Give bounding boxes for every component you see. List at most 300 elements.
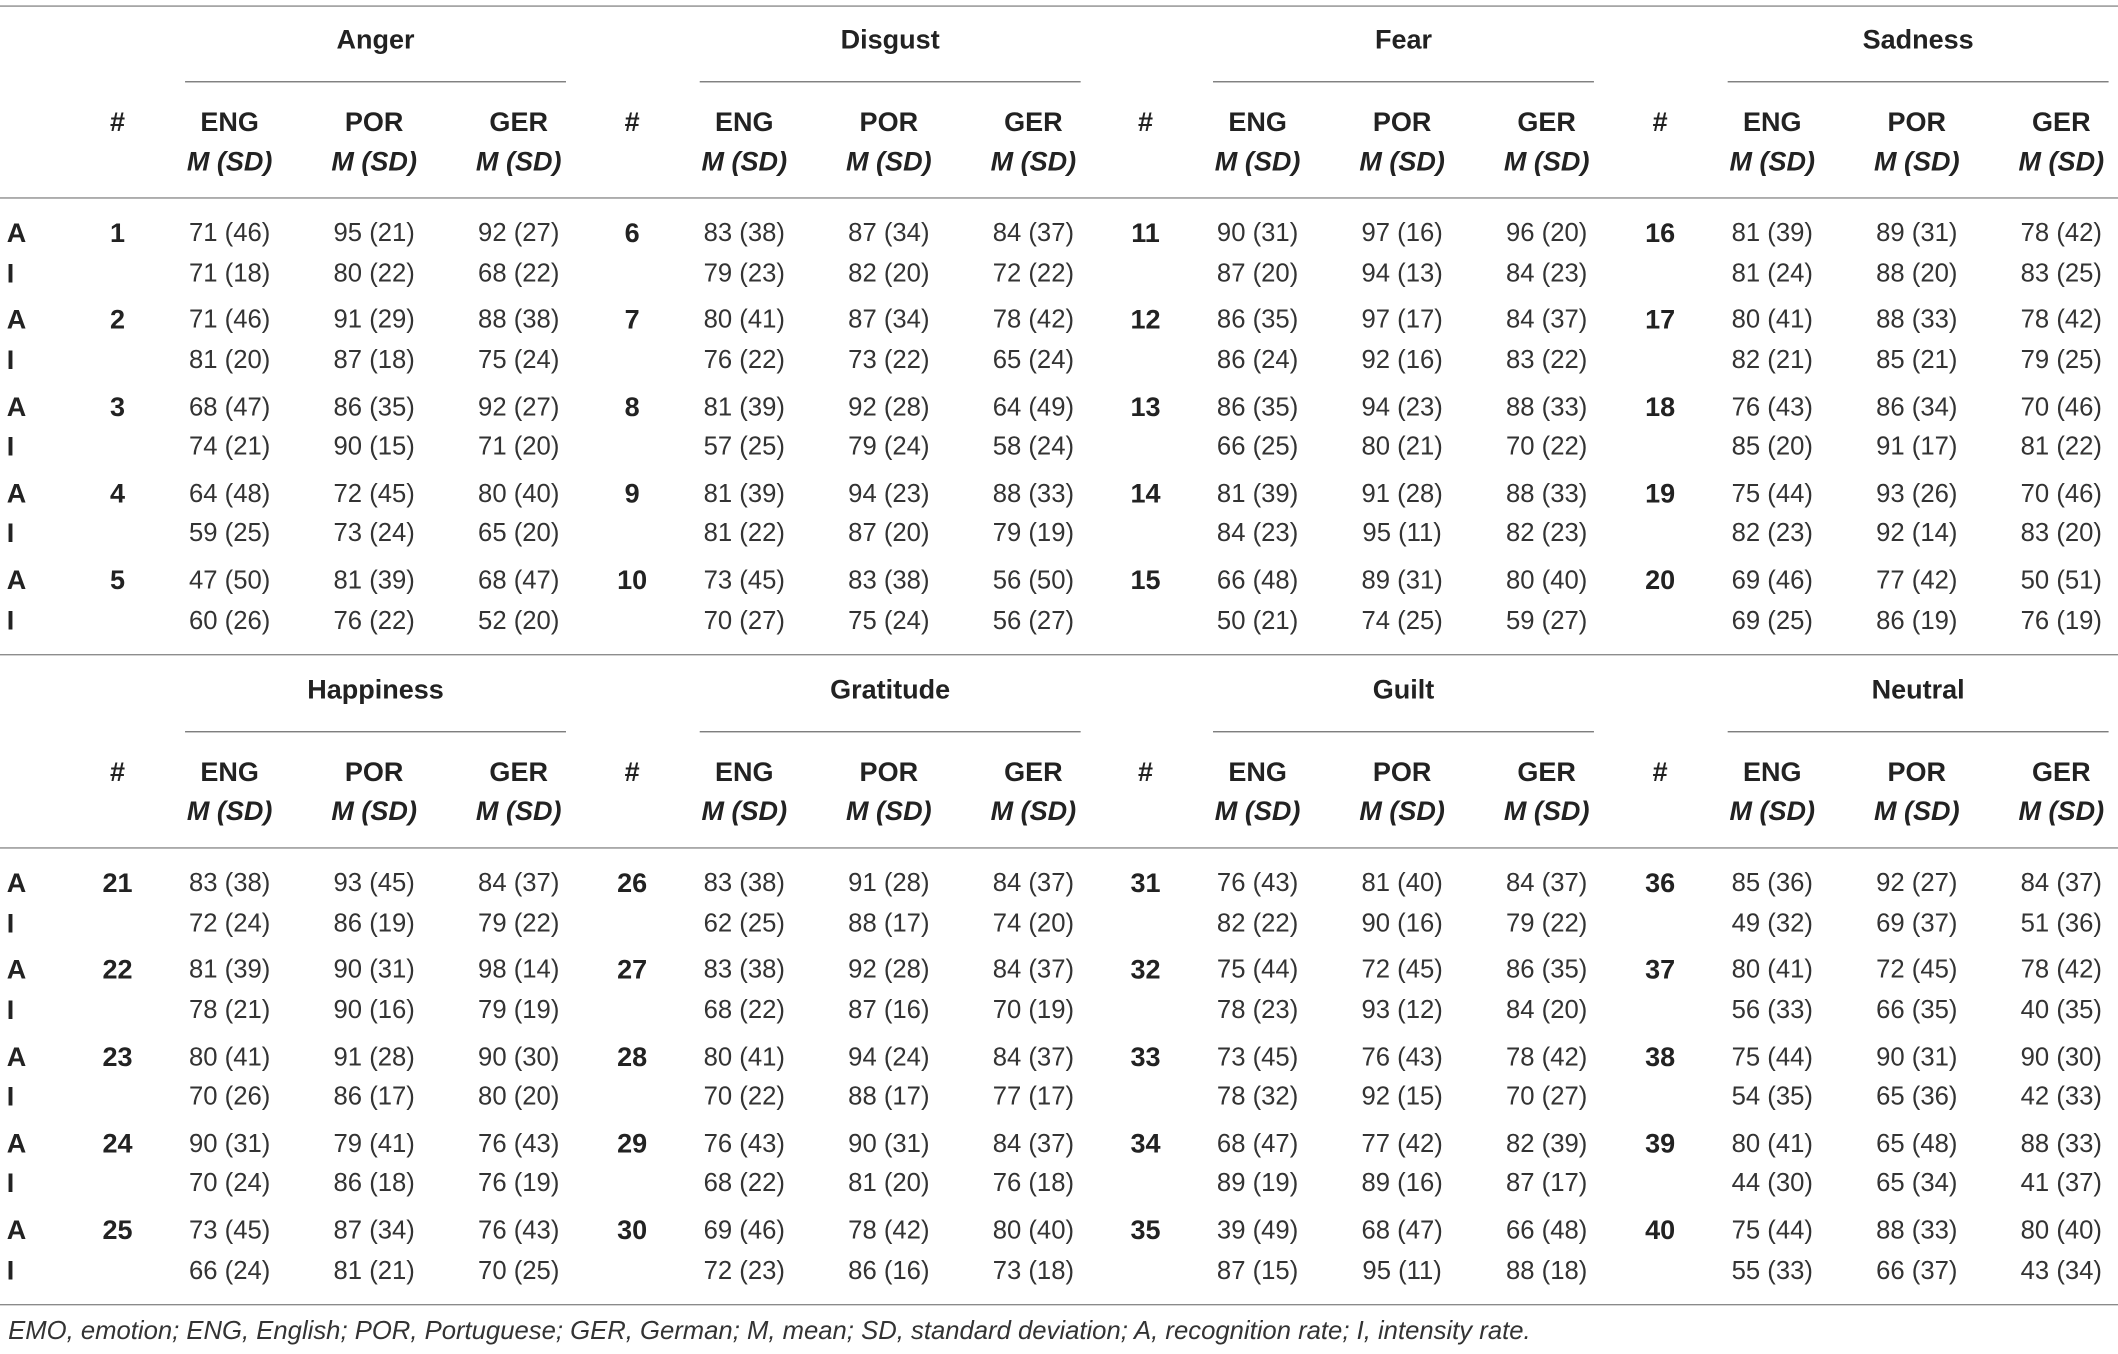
cell-intensity-ger: 59 (27) bbox=[1506, 606, 1588, 636]
cell-recognition-eng: 68 (47) bbox=[1216, 1130, 1299, 1159]
cell-intensity-eng: 66 (25) bbox=[1216, 433, 1299, 462]
cell-intensity-ger: 79 (19) bbox=[478, 996, 560, 1025]
col-subheader-eng-stat: M (SD) bbox=[701, 147, 788, 178]
stat-mean-label: M bbox=[2018, 797, 2042, 827]
cell-recognition-por: 97 (16) bbox=[1361, 219, 1443, 248]
row-label-recognition: A bbox=[6, 305, 27, 336]
cell-intensity-ger: 70 (19) bbox=[992, 996, 1075, 1025]
cell-intensity-ger: 72 (22) bbox=[992, 259, 1075, 288]
cell-intensity-eng: 82 (22) bbox=[1216, 909, 1299, 938]
cell-recognition-ger: 84 (37) bbox=[992, 1130, 1075, 1159]
item-number: 36 bbox=[1645, 868, 1676, 899]
stat-mean-label: M bbox=[331, 147, 354, 178]
cell-intensity-eng: 62 (25) bbox=[703, 909, 785, 938]
emotion-underline-neutral bbox=[1728, 731, 2109, 732]
item-number: 31 bbox=[1130, 868, 1161, 899]
cell-recognition-por: 88 (33) bbox=[1876, 306, 1958, 335]
cell-intensity-ger: 77 (17) bbox=[992, 1083, 1075, 1112]
item-number: 27 bbox=[617, 955, 648, 986]
cell-recognition-por: 83 (38) bbox=[848, 566, 930, 596]
cell-recognition-ger: 86 (35) bbox=[1506, 956, 1588, 985]
cell-intensity-por: 90 (16) bbox=[333, 996, 415, 1025]
row-label-recognition: A bbox=[6, 218, 27, 249]
cell-recognition-eng: 83 (38) bbox=[703, 956, 785, 985]
col-header-por: POR bbox=[344, 108, 404, 138]
item-number: 28 bbox=[617, 1042, 648, 1073]
item-number: 24 bbox=[102, 1129, 133, 1160]
cell-intensity-ger: 43 (34) bbox=[2020, 1256, 2102, 1286]
cell-intensity-eng: 70 (26) bbox=[188, 1083, 271, 1112]
stat-sd-label: SD bbox=[885, 147, 923, 178]
cell-recognition-eng: 90 (31) bbox=[1216, 219, 1299, 248]
cell-intensity-ger: 81 (22) bbox=[2020, 433, 2102, 462]
cell-intensity-por: 73 (24) bbox=[333, 519, 415, 549]
cell-intensity-ger: 41 (37) bbox=[2020, 1169, 2102, 1199]
cell-recognition-eng: 80 (41) bbox=[703, 306, 785, 335]
cell-intensity-ger: 75 (24) bbox=[478, 346, 560, 375]
cell-recognition-por: 90 (31) bbox=[1876, 1043, 1958, 1072]
col-subheader-por-stat: M (SD) bbox=[846, 797, 932, 827]
cell-intensity-ger: 84 (20) bbox=[1506, 996, 1588, 1025]
item-number: 19 bbox=[1645, 479, 1676, 510]
cell-recognition-por: 90 (31) bbox=[848, 1130, 930, 1159]
item-number: 2 bbox=[110, 305, 126, 336]
cell-recognition-por: 88 (33) bbox=[1876, 1216, 1958, 1246]
emotion-header-sadness: Sadness bbox=[1862, 25, 1974, 56]
cell-intensity-ger: 51 (36) bbox=[2020, 909, 2102, 938]
cell-recognition-eng: 90 (31) bbox=[188, 1130, 271, 1159]
cell-intensity-ger: 40 (35) bbox=[2020, 996, 2102, 1025]
cell-recognition-por: 86 (34) bbox=[1876, 393, 1958, 422]
cell-intensity-por: 88 (20) bbox=[1876, 259, 1958, 288]
cell-recognition-por: 81 (39) bbox=[333, 566, 415, 596]
cell-intensity-eng: 71 (18) bbox=[188, 259, 271, 288]
stat-mean-label: M bbox=[846, 797, 869, 827]
row-label-recognition: A bbox=[6, 392, 27, 423]
cell-recognition-por: 93 (26) bbox=[1876, 480, 1958, 509]
cell-intensity-eng: 78 (21) bbox=[188, 996, 271, 1025]
cell-intensity-eng: 50 (21) bbox=[1216, 606, 1299, 636]
item-number: 3 bbox=[110, 392, 126, 423]
cell-intensity-ger: 56 (27) bbox=[992, 606, 1075, 636]
cell-recognition-eng: 68 (47) bbox=[188, 393, 271, 422]
cell-recognition-eng: 73 (45) bbox=[703, 566, 785, 596]
cell-intensity-por: 95 (11) bbox=[1362, 1256, 1442, 1286]
cell-intensity-eng: 74 (21) bbox=[188, 433, 271, 462]
cell-intensity-por: 86 (16) bbox=[848, 1256, 930, 1286]
cell-intensity-por: 80 (21) bbox=[1361, 433, 1443, 462]
cell-intensity-eng: 89 (19) bbox=[1216, 1169, 1299, 1199]
item-number: 23 bbox=[102, 1042, 133, 1073]
stat-mean-label: M bbox=[990, 797, 1014, 827]
col-subheader-ger-stat: M (SD) bbox=[2018, 797, 2105, 827]
cell-recognition-por: 94 (23) bbox=[848, 480, 930, 509]
cell-recognition-ger: 78 (42) bbox=[2020, 306, 2102, 335]
col-header-ger: GER bbox=[1517, 758, 1576, 788]
col-subheader-por-stat: M (SD) bbox=[846, 147, 932, 178]
emotion-underline-disgust bbox=[700, 81, 1081, 82]
col-header-por: POR bbox=[1887, 108, 1947, 138]
col-header-eng: ENG bbox=[715, 758, 774, 788]
row-label-recognition: A bbox=[6, 1042, 27, 1073]
cell-recognition-por: 72 (45) bbox=[1876, 956, 1958, 985]
stat-mean-label: M bbox=[186, 797, 210, 827]
cell-recognition-eng: 81 (39) bbox=[188, 956, 271, 985]
cell-intensity-ger: 76 (19) bbox=[478, 1169, 560, 1199]
cell-recognition-ger: 78 (42) bbox=[1506, 1043, 1588, 1072]
row-label-intensity: I bbox=[6, 258, 15, 289]
cell-intensity-por: 88 (17) bbox=[848, 909, 930, 938]
cell-intensity-ger: 80 (20) bbox=[478, 1083, 560, 1112]
stat-sd-label: SD bbox=[740, 797, 779, 827]
col-subheader-eng-stat: M (SD) bbox=[1214, 797, 1301, 827]
stat-sd-label: SD bbox=[2057, 147, 2096, 178]
cell-recognition-ger: 78 (42) bbox=[992, 306, 1075, 335]
cell-recognition-ger: 82 (39) bbox=[1506, 1130, 1588, 1159]
cell-intensity-por: 92 (15) bbox=[1361, 1083, 1443, 1112]
stat-mean-label: M bbox=[990, 147, 1014, 178]
cell-recognition-ger: 78 (42) bbox=[2020, 956, 2102, 985]
col-subheader-por-stat: M (SD) bbox=[1359, 797, 1445, 827]
cell-recognition-eng: 76 (43) bbox=[1216, 869, 1299, 898]
cell-recognition-eng: 73 (45) bbox=[188, 1216, 271, 1246]
item-number: 33 bbox=[1130, 1042, 1161, 1073]
cell-recognition-eng: 80 (41) bbox=[1731, 1130, 1813, 1159]
cell-recognition-ger: 80 (40) bbox=[992, 1216, 1075, 1246]
cell-intensity-ger: 58 (24) bbox=[992, 433, 1075, 462]
col-header-por: POR bbox=[344, 758, 404, 788]
cell-intensity-por: 95 (11) bbox=[1362, 519, 1442, 549]
cell-recognition-ger: 78 (42) bbox=[2020, 219, 2102, 248]
cell-intensity-ger: 71 (20) bbox=[478, 433, 560, 462]
stat-mean-label: M bbox=[475, 147, 499, 178]
emotion-header-gratitude: Gratitude bbox=[830, 675, 951, 706]
item-number: 4 bbox=[110, 479, 126, 510]
cell-intensity-eng: 66 (24) bbox=[188, 1256, 271, 1286]
cell-recognition-eng: 47 (50) bbox=[188, 566, 271, 596]
stat-mean-label: M bbox=[701, 797, 725, 827]
cell-intensity-eng: 49 (32) bbox=[1731, 909, 1813, 938]
cell-intensity-por: 65 (36) bbox=[1876, 1083, 1958, 1112]
row-label-recognition: A bbox=[6, 1216, 27, 1246]
col-header-num: # bbox=[624, 758, 640, 788]
stat-sd-label: SD bbox=[225, 147, 264, 178]
cell-recognition-eng: 81 (39) bbox=[1731, 219, 1813, 248]
col-header-ger: GER bbox=[1004, 758, 1063, 788]
row-label-intensity: I bbox=[6, 995, 15, 1026]
panel-1-bottom-rule bbox=[0, 654, 2118, 655]
col-header-ger: GER bbox=[2032, 758, 2091, 788]
cell-recognition-ger: 80 (40) bbox=[2020, 1216, 2102, 1246]
cell-intensity-ger: 82 (23) bbox=[1506, 519, 1588, 549]
cell-recognition-por: 68 (47) bbox=[1361, 1216, 1443, 1246]
cell-recognition-eng: 80 (41) bbox=[1731, 306, 1813, 335]
panel-2-header-rule bbox=[0, 847, 2118, 848]
stat-sd-label: SD bbox=[225, 797, 264, 827]
item-number: 1 bbox=[110, 218, 126, 249]
stat-sd-label: SD bbox=[1398, 147, 1436, 178]
stat-sd-label: SD bbox=[885, 797, 923, 827]
col-header-ger: GER bbox=[1517, 108, 1576, 138]
cell-recognition-eng: 80 (41) bbox=[188, 1043, 271, 1072]
cell-intensity-por: 87 (20) bbox=[848, 519, 930, 549]
cell-recognition-ger: 84 (37) bbox=[992, 869, 1075, 898]
stat-mean-label: M bbox=[1214, 147, 1238, 178]
col-header-por: POR bbox=[1372, 758, 1432, 788]
cell-recognition-eng: 75 (44) bbox=[1731, 1043, 1813, 1072]
row-label-intensity: I bbox=[6, 606, 15, 636]
cell-intensity-eng: 78 (23) bbox=[1216, 996, 1299, 1025]
col-header-num: # bbox=[1137, 758, 1153, 788]
cell-intensity-por: 66 (35) bbox=[1876, 996, 1958, 1025]
col-header-eng: ENG bbox=[1742, 758, 1802, 788]
cell-recognition-eng: 75 (44) bbox=[1216, 956, 1299, 985]
cell-intensity-por: 66 (37) bbox=[1876, 1256, 1958, 1286]
cell-recognition-ger: 84 (37) bbox=[1506, 306, 1588, 335]
item-number: 17 bbox=[1645, 305, 1676, 336]
emotion-header-guilt: Guilt bbox=[1372, 675, 1435, 706]
cell-intensity-eng: 72 (24) bbox=[188, 909, 271, 938]
col-subheader-ger-stat: M (SD) bbox=[1503, 147, 1590, 178]
col-header-eng: ENG bbox=[1228, 758, 1287, 788]
item-number: 16 bbox=[1645, 218, 1676, 249]
cell-recognition-eng: 69 (46) bbox=[703, 1216, 785, 1246]
cell-intensity-ger: 74 (20) bbox=[992, 909, 1075, 938]
col-header-eng: ENG bbox=[1742, 108, 1802, 138]
cell-intensity-ger: 76 (18) bbox=[992, 1169, 1075, 1199]
item-number: 9 bbox=[624, 479, 640, 510]
panel-2-bottom-rule bbox=[0, 1304, 2118, 1305]
cell-recognition-ger: 92 (27) bbox=[478, 393, 560, 422]
cell-recognition-eng: 83 (38) bbox=[703, 219, 785, 248]
cell-recognition-ger: 92 (27) bbox=[478, 219, 560, 248]
col-subheader-ger-stat: M (SD) bbox=[2018, 147, 2105, 178]
stat-mean-label: M bbox=[701, 147, 725, 178]
cell-intensity-ger: 65 (24) bbox=[992, 346, 1075, 375]
item-number: 8 bbox=[624, 392, 640, 423]
cell-recognition-por: 97 (17) bbox=[1361, 306, 1443, 335]
cell-recognition-ger: 88 (33) bbox=[1506, 393, 1588, 422]
cell-recognition-eng: 86 (35) bbox=[1216, 306, 1299, 335]
cell-recognition-eng: 81 (39) bbox=[703, 393, 785, 422]
cell-recognition-por: 92 (28) bbox=[848, 393, 930, 422]
cell-recognition-por: 87 (34) bbox=[848, 219, 930, 248]
stat-sd-label: SD bbox=[2057, 797, 2096, 827]
item-number: 5 bbox=[110, 566, 126, 596]
cell-recognition-por: 91 (28) bbox=[848, 869, 930, 898]
cell-intensity-ger: 83 (20) bbox=[2020, 519, 2102, 549]
stat-mean-label: M bbox=[1729, 147, 1752, 178]
col-subheader-por-stat: M (SD) bbox=[331, 147, 417, 178]
stat-mean-label: M bbox=[2018, 147, 2042, 178]
item-number: 35 bbox=[1130, 1216, 1161, 1246]
cell-intensity-eng: 81 (20) bbox=[188, 346, 271, 375]
cell-intensity-por: 86 (18) bbox=[333, 1169, 415, 1199]
cell-intensity-eng: 44 (30) bbox=[1731, 1169, 1813, 1199]
row-label-intensity: I bbox=[6, 1256, 15, 1286]
col-subheader-ger-stat: M (SD) bbox=[1503, 797, 1590, 827]
item-number: 18 bbox=[1645, 392, 1676, 423]
item-number: 7 bbox=[624, 305, 640, 336]
cell-intensity-por: 87 (16) bbox=[848, 996, 930, 1025]
cell-recognition-eng: 80 (41) bbox=[703, 1043, 785, 1072]
table-footnote: EMO, emotion; ENG, English; POR, Portuguese; GER, German; M, mean; SD, standard deviation; A, recognition rate; I, intensity rate. bbox=[8, 1317, 1531, 1346]
emotion-header-happiness: Happiness bbox=[307, 675, 444, 706]
cell-intensity-por: 86 (19) bbox=[1876, 606, 1958, 636]
cell-intensity-por: 90 (16) bbox=[1361, 909, 1443, 938]
cell-intensity-ger: 42 (33) bbox=[2020, 1083, 2102, 1112]
cell-intensity-por: 79 (24) bbox=[848, 433, 930, 462]
cell-intensity-ger: 79 (22) bbox=[478, 909, 560, 938]
emotion-underline-fear bbox=[1213, 81, 1594, 82]
cell-intensity-ger: 87 (17) bbox=[1506, 1169, 1588, 1199]
cell-recognition-eng: 75 (44) bbox=[1731, 480, 1813, 509]
cell-recognition-por: 72 (45) bbox=[333, 480, 415, 509]
cell-recognition-ger: 64 (49) bbox=[992, 393, 1075, 422]
col-subheader-por-stat: M (SD) bbox=[1873, 797, 1960, 827]
col-header-num: # bbox=[1652, 758, 1668, 788]
cell-recognition-por: 87 (34) bbox=[333, 1216, 415, 1246]
item-number: 11 bbox=[1131, 218, 1160, 249]
cell-intensity-eng: 68 (22) bbox=[703, 996, 785, 1025]
cell-intensity-ger: 70 (22) bbox=[1506, 433, 1588, 462]
cell-intensity-por: 87 (18) bbox=[333, 346, 415, 375]
cell-recognition-eng: 81 (39) bbox=[703, 480, 785, 509]
cell-intensity-eng: 70 (27) bbox=[703, 606, 785, 636]
col-subheader-por-stat: M (SD) bbox=[1359, 147, 1445, 178]
col-header-ger: GER bbox=[2032, 108, 2091, 138]
stat-mean-label: M bbox=[1214, 797, 1238, 827]
item-number: 10 bbox=[617, 566, 648, 596]
cell-intensity-por: 88 (17) bbox=[848, 1083, 930, 1112]
cell-recognition-por: 77 (42) bbox=[1361, 1130, 1443, 1159]
emotion-header-fear: Fear bbox=[1374, 25, 1433, 56]
item-number: 26 bbox=[617, 868, 648, 899]
row-label-intensity: I bbox=[6, 345, 15, 376]
col-header-num: # bbox=[1652, 108, 1668, 138]
row-label-intensity: I bbox=[6, 432, 15, 463]
stat-sd-label: SD bbox=[514, 147, 553, 178]
stat-mean-label: M bbox=[1873, 797, 1897, 827]
stat-sd-label: SD bbox=[1768, 797, 1807, 827]
item-number: 34 bbox=[1130, 1129, 1161, 1160]
col-subheader-ger-stat: M (SD) bbox=[990, 147, 1077, 178]
cell-recognition-eng: 86 (35) bbox=[1216, 393, 1299, 422]
col-header-eng: ENG bbox=[715, 108, 774, 138]
stat-mean-label: M bbox=[1873, 147, 1897, 178]
cell-intensity-ger: 79 (22) bbox=[1506, 909, 1588, 938]
row-label-recognition: A bbox=[6, 868, 27, 899]
cell-recognition-eng: 39 (49) bbox=[1216, 1216, 1299, 1246]
cell-intensity-ger: 65 (20) bbox=[478, 519, 560, 549]
cell-intensity-eng: 84 (23) bbox=[1216, 519, 1299, 549]
col-header-por: POR bbox=[1887, 758, 1947, 788]
cell-recognition-eng: 75 (44) bbox=[1731, 1216, 1813, 1246]
cell-recognition-ger: 88 (33) bbox=[2020, 1130, 2102, 1159]
cell-intensity-eng: 59 (25) bbox=[188, 519, 271, 549]
cell-intensity-por: 80 (22) bbox=[333, 259, 415, 288]
col-subheader-eng-stat: M (SD) bbox=[186, 797, 273, 827]
col-header-num: # bbox=[624, 108, 640, 138]
cell-recognition-eng: 83 (38) bbox=[703, 869, 785, 898]
cell-recognition-ger: 90 (30) bbox=[2020, 1043, 2102, 1072]
cell-intensity-eng: 85 (20) bbox=[1731, 433, 1813, 462]
cell-intensity-ger: 70 (25) bbox=[478, 1256, 560, 1286]
cell-recognition-por: 93 (45) bbox=[333, 869, 415, 898]
col-subheader-eng-stat: M (SD) bbox=[1729, 147, 1816, 178]
item-number: 12 bbox=[1130, 305, 1161, 336]
cell-intensity-por: 94 (13) bbox=[1361, 259, 1443, 288]
cell-intensity-por: 89 (16) bbox=[1361, 1169, 1443, 1199]
row-label-recognition: A bbox=[6, 1129, 27, 1160]
stat-mean-label: M bbox=[1729, 797, 1752, 827]
item-number: 37 bbox=[1645, 955, 1676, 986]
cell-intensity-eng: 81 (24) bbox=[1731, 259, 1813, 288]
cell-intensity-por: 81 (20) bbox=[848, 1169, 930, 1199]
cell-intensity-por: 69 (37) bbox=[1876, 909, 1958, 938]
col-header-num: # bbox=[110, 108, 126, 138]
cell-intensity-ger: 76 (19) bbox=[2020, 606, 2102, 636]
cell-intensity-por: 92 (14) bbox=[1876, 519, 1958, 549]
cell-recognition-ger: 84 (37) bbox=[992, 1043, 1075, 1072]
cell-intensity-por: 73 (22) bbox=[848, 346, 930, 375]
stat-sd-label: SD bbox=[1253, 147, 1292, 178]
item-number: 6 bbox=[624, 218, 640, 249]
stat-mean-label: M bbox=[331, 797, 354, 827]
cell-intensity-eng: 70 (22) bbox=[703, 1083, 785, 1112]
cell-intensity-por: 76 (22) bbox=[333, 606, 415, 636]
cell-intensity-eng: 76 (22) bbox=[703, 346, 785, 375]
cell-intensity-ger: 73 (18) bbox=[992, 1256, 1075, 1286]
col-header-ger: GER bbox=[489, 758, 548, 788]
row-label-intensity: I bbox=[6, 1169, 15, 1199]
cell-recognition-por: 87 (34) bbox=[848, 306, 930, 335]
cell-recognition-por: 91 (29) bbox=[333, 306, 415, 335]
cell-intensity-ger: 84 (23) bbox=[1506, 259, 1588, 288]
cell-intensity-eng: 82 (21) bbox=[1731, 346, 1813, 375]
cell-intensity-eng: 87 (20) bbox=[1216, 259, 1299, 288]
emotion-header-anger: Anger bbox=[336, 25, 415, 56]
cell-intensity-eng: 57 (25) bbox=[703, 433, 785, 462]
cell-intensity-por: 75 (24) bbox=[848, 606, 930, 636]
col-subheader-eng-stat: M (SD) bbox=[1729, 797, 1816, 827]
item-number: 40 bbox=[1645, 1216, 1676, 1246]
cell-intensity-eng: 72 (23) bbox=[703, 1256, 785, 1286]
item-number: 21 bbox=[102, 868, 133, 899]
cell-recognition-eng: 71 (46) bbox=[188, 306, 271, 335]
cell-intensity-ger: 70 (27) bbox=[1506, 1083, 1588, 1112]
stat-sd-label: SD bbox=[1913, 147, 1951, 178]
item-number: 20 bbox=[1645, 566, 1676, 596]
col-header-eng: ENG bbox=[200, 108, 259, 138]
emotion-header-disgust: Disgust bbox=[840, 25, 940, 56]
row-label-recognition: A bbox=[6, 955, 27, 986]
cell-recognition-ger: 88 (38) bbox=[478, 306, 560, 335]
col-header-por: POR bbox=[859, 758, 919, 788]
cell-intensity-eng: 55 (33) bbox=[1731, 1256, 1813, 1286]
stat-mean-label: M bbox=[1359, 147, 1382, 178]
stat-mean-label: M bbox=[475, 797, 499, 827]
table-top-rule bbox=[0, 5, 2118, 6]
cell-intensity-por: 92 (16) bbox=[1361, 346, 1443, 375]
cell-recognition-ger: 56 (50) bbox=[992, 566, 1075, 596]
cell-recognition-ger: 88 (33) bbox=[1506, 480, 1588, 509]
cell-recognition-por: 92 (27) bbox=[1876, 869, 1958, 898]
stat-mean-label: M bbox=[1359, 797, 1382, 827]
cell-recognition-eng: 69 (46) bbox=[1731, 566, 1813, 596]
cell-recognition-eng: 85 (36) bbox=[1731, 869, 1813, 898]
stat-mean-label: M bbox=[1503, 797, 1527, 827]
